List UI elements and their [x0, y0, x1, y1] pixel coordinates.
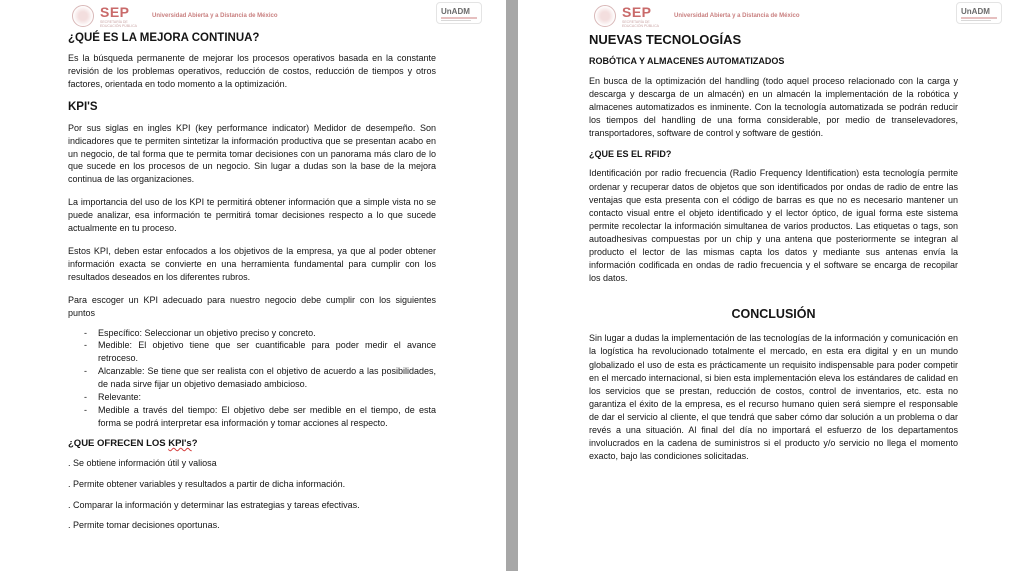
unadm-logo-text: UnADM	[961, 7, 990, 16]
heading-mejora-continua: ¿QUÉ ES LA MEJORA CONTINUA?	[68, 32, 260, 44]
mexico-seal-icon	[594, 5, 616, 27]
paragraph-mejora: Es la búsqueda permanente de mejorar los procesos operativos basada en la constante revisión de los problemas operativos, reducción de costos, reducción de tiempos y otros factores, orientada en todo momento a la optimización.	[68, 53, 436, 89]
paragraph-kpi-objectives: Estos KPI, deben estar enfocados a los objetivos de la empresa, ya que al poder obtener información exacta se convierte en una herramienta fundamental para cumplir con los resultados deseados en los diferentes rubros.	[68, 245, 436, 282]
sep-logo-subtitle: SECRETARÍA DE EDUCACIÓN PÚBLICA	[622, 20, 659, 28]
unadm-logo	[956, 2, 1002, 24]
page-header	[594, 3, 954, 30]
paragraph-rfid: Identificación por radio frecuencia (Radio Frequency Identification) esta tecnología permite ordenar y recuperar datos de objetos que son identificados por ondas de radio de entre las ventajas que esta presenta con el código de barras es que no es necesario mantener un contacto visual entre el objeto identificado y el lector óptico, de igual forma este sistema permite recolectar la información simultanea de varios productos. Las etiquetas o tags, son autoadhesivas compuestas por un chip y una antena que posteriormente se integran al producto el lector de las mismas capta los datos y mediante sus antenas envía la información codificada en ondas de radio frecuencia y el software se encarga de recopilar los datos.	[589, 168, 958, 284]
list-item: - Específico: Seleccionar un objetivo preciso y concreto.	[84, 327, 436, 340]
heading-rfid: ¿QUE ES EL RFID?	[589, 149, 672, 160]
heading-kpis: KPI'S	[68, 100, 98, 113]
page-header	[72, 3, 452, 30]
heading-nuevas-tecnologias: NUEVAS TECNOLOGÍAS	[589, 32, 742, 47]
paragraph-kpi-choose: Para escoger un KPI adecuado para nuestro negocio debe cumplir con los siguientes puntos	[68, 294, 436, 318]
sep-logo-subtitle: SECRETARÍA DE EDUCACIÓN PÚBLICA	[100, 20, 137, 28]
page-gap	[506, 0, 518, 571]
sep-logo: SEP	[100, 4, 130, 20]
paragraph-kpi-definition: Por sus siglas en ingles KPI (key performance indicator) Medidor de desempeño. Son indicadores que te permiten sintetizar la información productiva que se presentan acabo en un negocio, de tal forma que te permita tomar decisiones con un panorama más claro de lo que sucede en los procesos de un negocio. Sin lugar a dudas son la base de la mejora continua de las organizaciones.	[68, 122, 436, 185]
paragraph-conclusion: Sin lugar a dudas la implementación de las tecnologías de la información y comunicación en la logística ha revolucionado totalmente el mercado, en esta era digital y en un mundo globalizado el uso de esta es prácticamente un requisito indispensable para poder competir en el mercado internacional, si bien esta implementación eleva los estándares de calidad en los servicios que se prestan, reducción de costos, control de inventarios, etc. esta no garantiza el éxito de la empresa, es el recurso humano quien será siempre el responsable de dar el servicio al cliente, el que tendrá que saber cómo dar solución a un problema o dar revés a una situación. Al final del día no importará el esfuerzo de los departamentos involucrados en la cadena de suministros si el producto y/o servicio no llega el momento exacto, bajo las condiciones solicitadas.	[589, 333, 958, 462]
heading-conclusion: CONCLUSIÓN	[731, 307, 816, 322]
sep-logo: SEP	[622, 4, 652, 20]
page-body	[589, 32, 958, 463]
heading-que-ofrecen: ¿QUE OFRECEN LOS KPI's?	[68, 437, 198, 449]
paragraph-robotica: En busca de la optimización del handling (todo aquel proceso relacionado con la carga y descarga y descarga de un almacén) en un almacén la implementación de la robótica y almacenes automatizados es inminente. Con la tecnología automatizada se podrán reducir los tiempos del handling de una forma considerable, por medio de transelevadores, transportadores, software de control y software de gestión.	[589, 76, 958, 139]
document-page-left	[0, 0, 506, 571]
list-item: . Se obtiene información útil y valiosa	[68, 457, 217, 468]
list-item: . Comparar la información y determinar las estrategias y tareas efectivas.	[68, 499, 360, 510]
university-name: Universidad Abierta y a Distancia de México	[152, 13, 278, 19]
list-item: - Relevante:	[84, 391, 436, 404]
university-name: Universidad Abierta y a Distancia de México	[674, 13, 800, 19]
paragraph-kpi-importance: La importancia del uso de los KPI te permitirá obtener información que a simple vista no se puede analizar, esa información te permitirá tomar decisiones respecto a lo que sucede actualmente en tu proceso.	[68, 197, 436, 234]
heading-robotica: ROBÓTICA Y ALMACENES AUTOMATIZADOS	[589, 56, 785, 66]
page-body	[68, 32, 436, 532]
list-item: . Permite obtener variables y resultados a partir de dicha información.	[68, 478, 346, 489]
list-item: - Alcanzable: Se tiene que ser realista con el objetivo de acuerdo a las posibilidades, de nada sirve fijar un objetivo demasiado ambicioso.	[84, 365, 436, 391]
list-item: - Medible: El objetivo tiene que ser cuantificable para poder medir el avance retroceso.	[84, 339, 436, 365]
unadm-logo-text: UnADM	[441, 7, 470, 16]
document-page-right	[518, 0, 1027, 571]
mexico-seal-icon	[72, 5, 94, 27]
list-item: . Permite tomar decisiones oportunas.	[68, 520, 220, 531]
unadm-logo	[436, 2, 482, 24]
list-item: - Medible a través del tiempo: El objetivo debe ser medible en el tiempo, de esta forma se podrá interpretar esa información y tomar acciones al respecto.	[84, 404, 436, 430]
benefits-list	[68, 457, 436, 533]
kpi-criteria-list	[84, 327, 436, 430]
